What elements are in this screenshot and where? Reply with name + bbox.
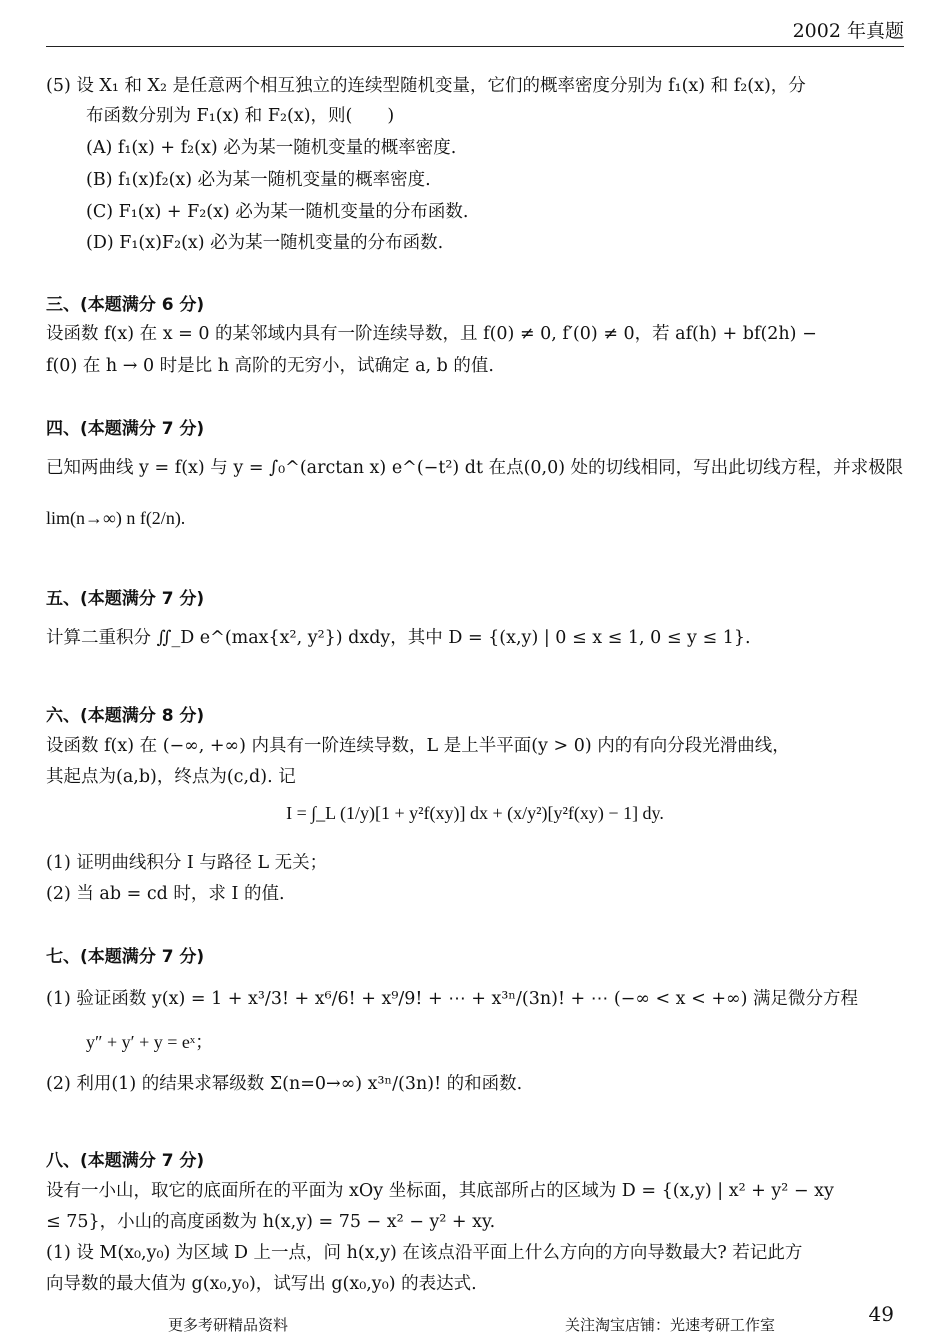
footer-left-text: 更多考研精品资料 — [168, 1316, 289, 1334]
section-4-limit: lim(n→∞) n f(2/n). — [46, 508, 186, 528]
section-4-line-1: 已知两曲线 y = f(x) 与 y = ∫₀^(arctan x) e^(−t²) dt 在点(0,0) 处的切线相同，写出此切线方程，并求极限 — [46, 458, 904, 478]
section-8-line-3: (1) 设 M(x₀,y₀) 为区域 D 上一点，问 h(x,y) 在该点沿平面上什么方向的方向导数最大? 若记此方 — [46, 1243, 803, 1263]
page-number: 49 — [868, 1302, 894, 1326]
section-6-line-1: 设函数 f(x) 在 (−∞, +∞) 内具有一阶连续导数，L 是上半平面(y > 0) 内的有向分段光滑曲线， — [46, 736, 790, 756]
footer-right-text: 关注淘宝店铺：光速考研工作室 — [565, 1316, 776, 1334]
q5-option-b: (B) f₁(x)f₂(x) 必为某一随机变量的概率密度. — [86, 170, 431, 190]
section-8-line-2: ≤ 75}，小山的高度函数为 h(x,y) = 75 − x² − y² + xy. — [46, 1212, 496, 1232]
section-5-line-1: 计算二重积分 ∬_D e^(max{x², y²}) dxdy，其中 D = {(x,y) | 0 ≤ x ≤ 1, 0 ≤ y ≤ 1}. — [46, 628, 751, 648]
page-header-title: 2002 年真题 — [792, 20, 904, 42]
section-7-equation: y″ + y′ + y = eˣ； — [86, 1032, 214, 1052]
section-3-title: 三、(本题满分 6 分) — [46, 295, 205, 315]
section-5-title: 五、(本题满分 7 分) — [46, 589, 205, 609]
section-6-part-2: (2) 当 ab = cd 时，求 I 的值. — [46, 884, 285, 904]
q5-option-c: (C) F₁(x) + F₂(x) 必为某一随机变量的分布函数. — [86, 202, 469, 222]
section-7-line-3: (2) 利用(1) 的结果求幂级数 Σ(n=0→∞) x³ⁿ/(3n)! 的和函数. — [46, 1074, 523, 1094]
section-6-formula: I = ∫_L (1/y)[1 + y²f(xy)] dx + (x/y²)[y²f(xy) − 1] dy. — [286, 803, 664, 823]
section-7-line-1: (1) 验证函数 y(x) = 1 + x³/3! + x⁶/6! + x⁹/9! + ⋯ + x³ⁿ/(3n)! + ⋯ (−∞ < x < +∞) 满足微分方程 — [46, 989, 858, 1009]
section-6-line-2: 其起点为(a,b)，终点为(c,d). 记 — [46, 767, 296, 787]
section-6-title: 六、(本题满分 8 分) — [46, 706, 205, 726]
header-rule — [46, 46, 904, 47]
section-3-line-1: 设函数 f(x) 在 x = 0 的某邻域内具有一阶连续导数，且 f(0) ≠ 0, f′(0) ≠ 0，若 af(h) + bf(2h) − — [46, 324, 817, 344]
q5-stem-line-1: (5) 设 X₁ 和 X₂ 是任意两个相互独立的连续型随机变量，它们的概率密度分别为 f₁(x) 和 f₂(x)，分 — [46, 76, 806, 96]
section-4-title: 四、(本题满分 7 分) — [46, 419, 205, 439]
section-8-line-4: 向导数的最大值为 g(x₀,y₀)，试写出 g(x₀,y₀) 的表达式. — [46, 1274, 477, 1294]
section-6-part-1: (1) 证明曲线积分 I 与路径 L 无关； — [46, 853, 328, 873]
q5-stem-line-2: 布函数分别为 F₁(x) 和 F₂(x)，则( ) — [86, 106, 395, 126]
section-8-line-1: 设有一小山，取它的底面所在的平面为 xOy 坐标面，其底部所占的区域为 D = {(x,y) | x² + y² − xy — [46, 1181, 834, 1201]
section-7-title: 七、(本题满分 7 分) — [46, 947, 205, 967]
q5-option-d: (D) F₁(x)F₂(x) 必为某一随机变量的分布函数. — [86, 233, 444, 253]
section-8-title: 八、(本题满分 7 分) — [46, 1151, 205, 1171]
q5-option-a: (A) f₁(x) + f₂(x) 必为某一随机变量的概率密度. — [86, 138, 457, 158]
section-3-line-2: f(0) 在 h → 0 时是比 h 高阶的无穷小，试确定 a, b 的值. — [46, 356, 494, 376]
